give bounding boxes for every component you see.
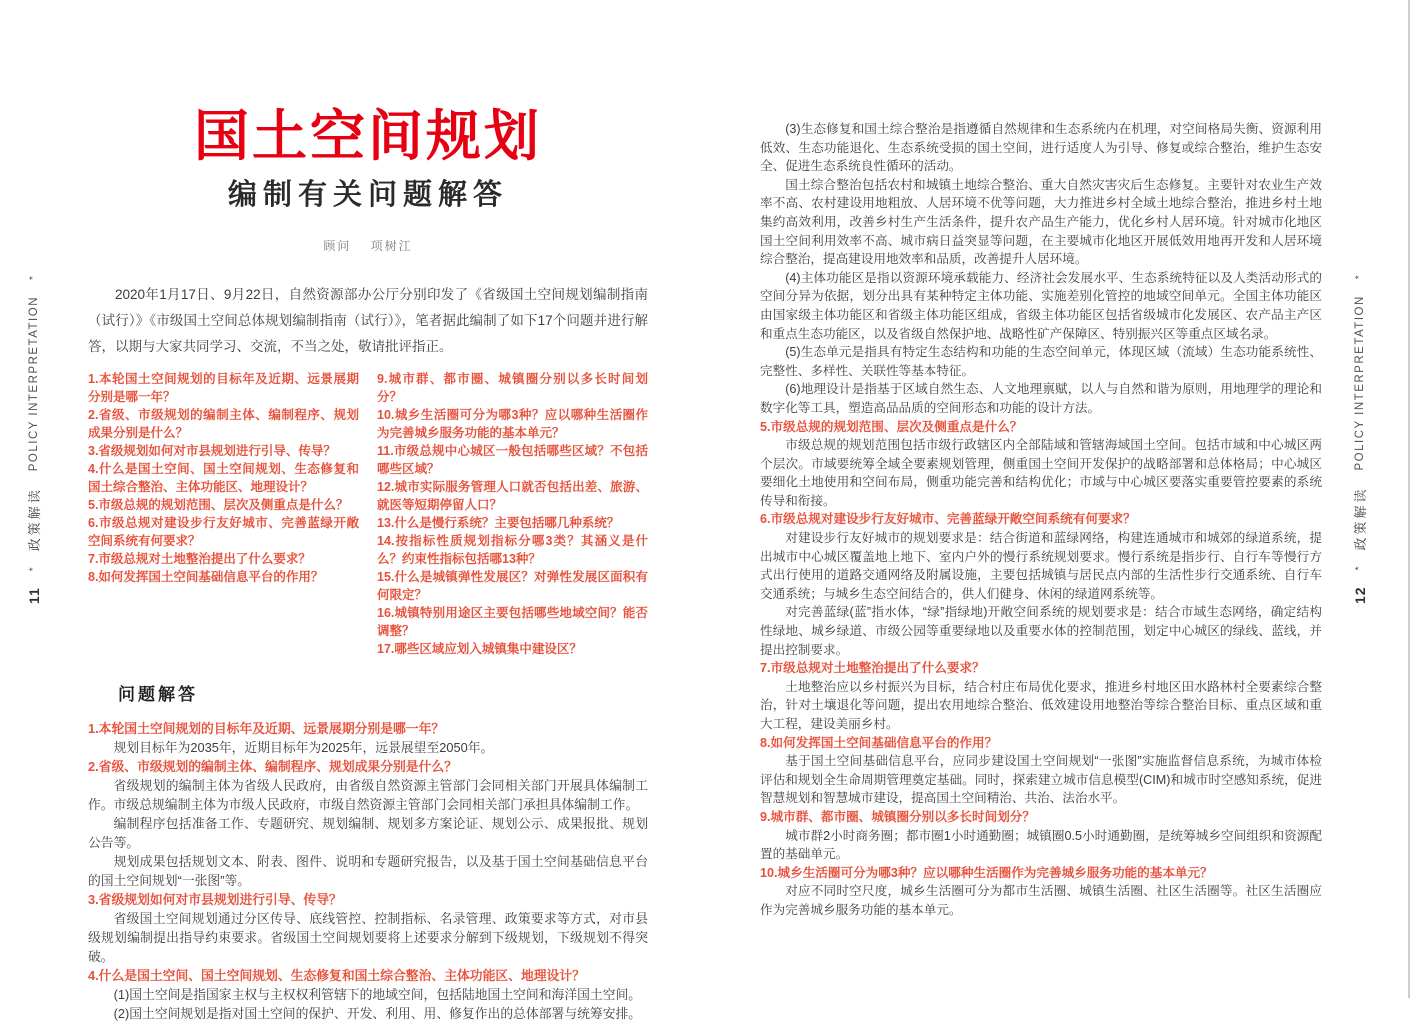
- answer-paragraph: (6)地理设计是指基于区域自然生态、人文地理禀赋，以人与自然和谐为原则，用地理学的理论和数字化等工具，塑造高品品质的空间形态和功能的设计方法。: [760, 382, 1322, 415]
- question-heading: 1.本轮国土空间规划的目标年及近期、远景展期分别是哪一年？: [88, 721, 445, 737]
- sidebar-label-cn: 政策解读: [27, 487, 42, 552]
- question-heading: 6.市级总规对建设步行友好城市、完善蓝绿开敞空间系统有何要求？: [760, 512, 1136, 527]
- answer-paragraph: 土地整治应以乡村振兴为目标，结合村庄布局优化要求，推进乡村地区田水路林村全要素综合整治，针对土壤退化等问题，提出农用地综合整治、低效建设用地整治等综合整治目标、重点区域和重大工程，建设美丽乡村。: [760, 679, 1322, 731]
- question-heading: 10.城乡生活圈可分为哪3种？应以哪种生活圈作为完善城乡服务功能的基本单元？: [760, 865, 1213, 880]
- question-heading: 3.省级规划如何对市县规划进行引导、传导？: [88, 892, 342, 908]
- byline-name: 项树江: [370, 239, 413, 254]
- answer-paragraph: (1)国土空间是指国家主权与主权权利管辖下的地域空间，包括陆地国土空间和海洋国土空间。: [113, 987, 642, 1003]
- question-heading: 8.如何发挥国土空间基础信息平台的作用？: [760, 735, 998, 750]
- page-number-left: 11: [25, 587, 42, 604]
- question-list-item: 9.城市群、都市圈、城镇圈分别以多长时间划分？: [377, 372, 648, 405]
- sidebar-label-cn: 政策解读: [1353, 486, 1368, 551]
- question-heading: 7.市级总规对土地整治提出了什么要求？: [760, 661, 985, 676]
- question-index: [88, 370, 648, 658]
- answer-paragraph: (3)生态修复和国土综合整治是指遵循自然规律和生态系统内在机理，对空间格局失衡、资源利用低效、生态功能退化、生态系统受损的国土空间，进行适度人为引导、修复或综合整治，维护生态安全、促进生态系统良性循环的活动。: [760, 122, 1322, 174]
- answer-paragraph: 规划成果包括规划文本、附表、图件、说明和专题研究报告，以及基于国土空间基础信息平台的国土空间规划“一张图”等。: [88, 854, 648, 889]
- byline-role: 顾问: [323, 239, 352, 254]
- question-list-item: 12.城市实际服务管理人口就否包括出差、旅游、就医等短期停留人口？: [377, 480, 648, 513]
- question-list-item: 10.城乡生活圈可分为哪3种？应以哪种生活圈作为完善城乡服务功能的基本单元？: [377, 408, 648, 441]
- question-list-item: 7.市级总规对土地整治提出了什么要求？: [88, 552, 311, 567]
- question-list-item: 1.本轮国土空间规划的目标年及近期、远景展期分别是哪一年？: [88, 372, 359, 405]
- qa-flow-left: [88, 719, 648, 1023]
- sidebar-right: [1350, 275, 1369, 604]
- answer-paragraph: 编制程序包括准备工作、专题研究、规划编制、规划多方案论证、规划公示、成果报批、规划公告等。: [88, 816, 648, 851]
- question-list-item: 2.省级、市级规划的编制主体、编制程序、规划成果分别是什么？: [88, 408, 359, 441]
- page-subtitle: 编制有关问题解答: [227, 177, 508, 212]
- question-list-item: 14.按指标性质规划指标分哪3类？其涵义是什么？约束性指标包括哪13种？: [377, 534, 648, 567]
- answer-paragraph: (2)国土空间规划是指对国土空间的保护、开发、利用、用、修复作出的总体部署与统筹安排。: [113, 1006, 642, 1022]
- answer-paragraph: (5)生态单元是指具有特定生态结构和功能的生态空间单元，体现区域（流域）生态功能系统性、完整性、多样性、关联性等基本特征。: [760, 345, 1322, 378]
- answer-paragraph: 对完善蓝绿(蓝”指水体，“绿”指绿地)开敞空间系统的规划要求是：结合市域生态网络，确定结构性绿地、城乡绿道、市级公园等重要绿地以及重要水体的控制范围，划定中心城区的绿线、蓝线，并提出控制要求。: [760, 605, 1322, 657]
- byline: [88, 237, 648, 254]
- answer-paragraph: 对建设步行友好城市的规划要求是：结合街道和蓝绿网络，构建连通城市和城郊的绿道系统，提出城市中心城区覆盖地上地下、室内户外的慢行系统规划要求。慢行系统是指步行、自行车等慢行方式出行使用的道路交通网络及附属设施，主要包括城镇与居民点内部的生活性步行交通系统、自行车交通系统；与城乡生态空间结合的，供人们健身、休闲的绿道网系统等。: [760, 531, 1322, 601]
- answer-paragraph: 对应不同时空尺度，城乡生活圈可分为都市生活圈、城镇生活圈、社区生活圈等。社区生活圈应作为完善城乡服务功能的基本单元。: [760, 884, 1322, 917]
- answer-paragraph: 城市群2小时商务圈；都市圈1小时通勤圈；城镇圈0.5小时通勤圈，是统筹城乡空间组织和资源配置的基础单元。: [760, 828, 1322, 862]
- sidebar-left: [24, 276, 43, 604]
- question-list-item: 13.什么是慢行系统？主要包括哪几种系统？: [377, 516, 620, 531]
- page-title: 国土空间规划: [193, 103, 542, 168]
- question-list-item: 8.如何发挥国土空间基础信息平台的作用？: [88, 570, 324, 585]
- page-number-right: 12: [1351, 586, 1368, 604]
- answer-paragraph: 国土综合整治包括农村和城镇土地综合整治、重大自然灾害灾后生态修复。主要针对农业生产效率不高、农村建设用地粗放、人居环境不优等问题，大力推进乡村全域土地综合整治，推进乡村土地集约高效利用，改善乡村生产生活条件，提升农产品生产能力，优化乡村人居环境。针对城市化地区国土空间利用效率不高、城市病日益突显等问题，在主要城市化地区开展低效用地再开发和人居环境综合整治，提高建设用地效率和品质，改善提升人居环境。: [760, 177, 1322, 267]
- star-separator-icon: *: [1354, 275, 1365, 280]
- answer-paragraph: 省级规划的编制主体为省级人民政府，由省级自然资源主管部门会同相关部门开展具体编制工作。市级总规编制主体为市级人民政府，市级自然资源主管部门会同相关部门承担具体编制工作。: [88, 778, 648, 813]
- star-separator-icon: *: [1354, 566, 1365, 571]
- answer-paragraph: 省级国土空间规划通过分区传导、底线管控、控制指标、名录管理、政策要求等方式，对市县级规划编制提出指导约束要求。省级国土空间规划要将上述要求分解到下级规划，下级规划不得突破。: [88, 911, 648, 965]
- question-list-item: 6.市级总规对建设步行友好城市、完善蓝绿开敞空间系统有何要求？: [88, 516, 359, 549]
- question-list-item: 16.城镇特别用途区主要包括哪些地域空间？能否调整？: [377, 606, 648, 639]
- intro-paragraph: 2020年1月17日、9月22日，自然资源部办公厅分别印发了《省级国土空间规划编制指南（试行）》《市级国土空间总体规划编制指南（试行）》，笔者据此编制了如下17个问题并进行解答，以期与大家共同学习、交流，不当之处，敬请批评指正。: [88, 287, 648, 355]
- question-index-column-right: [377, 370, 648, 658]
- qa-flow-right: [760, 120, 1322, 920]
- star-separator-icon: *: [28, 567, 39, 572]
- question-heading: 5.市级总规的规划范围、层次及侧重点是什么？: [760, 419, 1023, 434]
- question-list-item: 5.市级总规的规划范围、层次及侧重点是什么？: [88, 498, 349, 513]
- question-heading: 4.什么是国土空间、国土空间规划、生态修复和国土综合整治、主体功能区、地理设计？: [88, 968, 585, 984]
- question-list-item: 17.哪些区域应划入城镇集中建设区？: [377, 642, 582, 657]
- question-heading: 2.省级、市级规划的编制主体、编制程序、规划成果分别是什么？: [88, 759, 457, 775]
- question-list-item: 15.什么是城镇弹性发展区？对弹性发展区面积有何限定？: [377, 570, 648, 603]
- answer-paragraph: 基于国土空间基础信息平台，应同步建设国土空间规划“一张图”实施监督信息系统，为城市体检评估和规划全生命周期管理奠定基础。同时，探索建立城市信息模型(CIM)和城市时空感知系统，促进智慧规划和智慧城市建设，提高国土空间精治、共治、法治水平。: [760, 754, 1322, 806]
- answer-paragraph: 市级总规的规划范围包括市级行政辖区内全部陆域和管辖海域国土空间。包括市域和中心城区两个层次。市域要统筹全域全要素规划管理，侧重国土空间开发保护的战略部署和总体格局；中心城区要细化土地使用和空间布局，侧重功能完善和结构优化；市域与中心城区要落实重要管控要素的系统传导和衔接。: [760, 438, 1322, 508]
- question-list-item: 3.省级规划如何对市县规划进行引导、传导？: [88, 444, 336, 459]
- page-right: [760, 106, 1322, 920]
- star-separator-icon: *: [28, 276, 39, 280]
- question-index-column-left: [88, 370, 359, 658]
- sidebar-label-en: POLICY INTERPRETATION: [1353, 295, 1366, 471]
- answer-paragraph: (4)主体功能区是指以资源环境承载能力、经济社会发展水平、生态系统特征以及人类活动形式的空间分异为依据，划分出具有某种特定主体功能、实施差别化管控的地域空间单元。全国主体功能区由国家级主体功能区和省级主体功能区组成，省级主体功能区包括省级城市化发展区、农产品主产区和重点生态功能区，以及省级自然保护地、战略性矿产保障区、特别振兴区等重点区域名录。: [760, 270, 1322, 341]
- sidebar-label-en: POLICY INTERPRETATION: [27, 295, 40, 472]
- answer-paragraph: 规划目标年为2035年，近期目标年为2025年，远景展望至2050年。: [113, 740, 494, 756]
- question-list-item: 4.什么是国土空间、国土空间规划、生态修复和国土综合整治、主体功能区、地理设计？: [88, 462, 359, 495]
- page-left: [88, 0, 648, 1023]
- question-list-item: 11.市级总规中心城区一般包括哪些区域？不包括哪些区域？: [377, 444, 648, 477]
- section-heading: 问题解答: [118, 685, 198, 705]
- question-heading: 9.城市群、都市圈、城镇圈分别以多长时间划分？: [760, 809, 1035, 824]
